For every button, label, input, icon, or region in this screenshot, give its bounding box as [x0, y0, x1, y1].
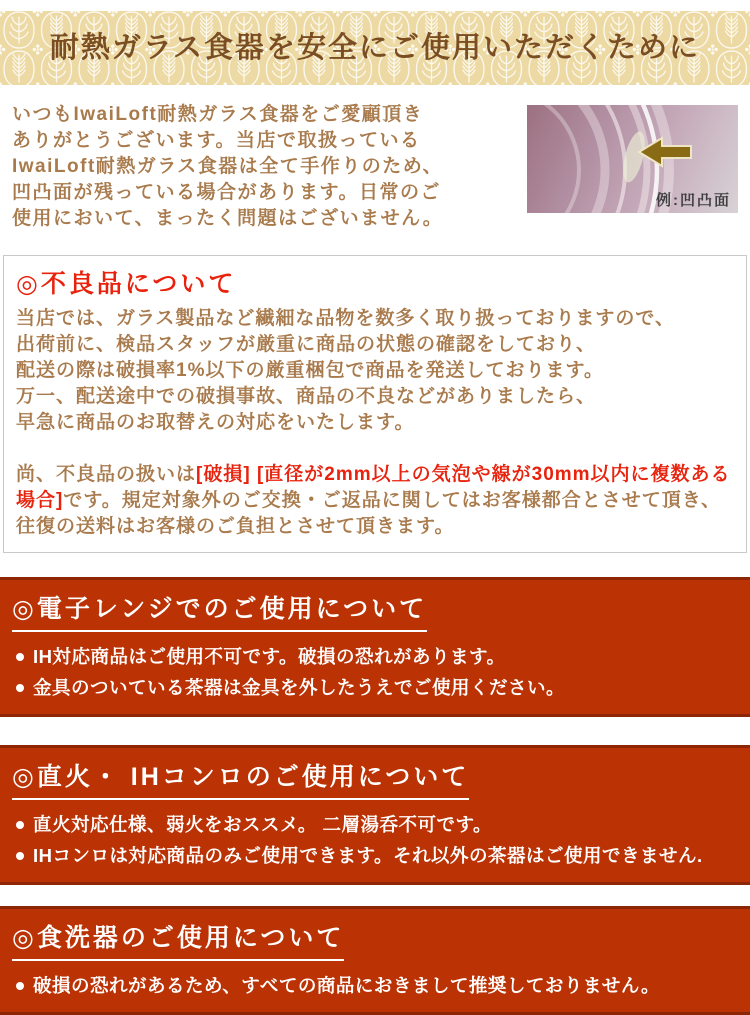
defect-text-brown: です。規定対象外のご交換・ご返品に関してはお客様都合とさせて頂き、往復の送料はお客様のご負担とさせて頂きます。	[16, 490, 722, 537]
intro-line: いつもIwaiLoft耐熱ガラス食器をご愛顧頂き	[12, 104, 424, 125]
defect-paragraph-1	[16, 306, 734, 436]
bullet-icon	[16, 684, 24, 692]
defect-line: 配送の際は破損率1%以下の厳重梱包で商品を発送しております。	[16, 360, 604, 381]
section-dishwasher	[0, 906, 750, 1015]
title-banner	[0, 11, 750, 85]
defect-heading: ◎不良品について	[16, 270, 237, 298]
list-item-text: 金具のついている茶器は金具を外したうえでご使用ください。	[33, 677, 566, 698]
list-item-text: IHコンロは対応商品のみご使用できます。それ以外の茶器はご使用できません.	[33, 845, 703, 866]
defect-text-brown: 尚、不良品の扱いは	[16, 464, 197, 485]
intro-line: 使用において、まったく問題はございません。	[12, 208, 444, 229]
bullet-icon	[16, 852, 24, 860]
defect-text-red: [破損] [直径が2mm以上の気泡や線が30mm以内に複数ある場合]	[16, 464, 731, 511]
intro-section	[0, 85, 750, 232]
intro-line: IwaiLoft耐熱ガラス食器は全て手作りのため、	[12, 156, 443, 177]
uneven-surface-photo	[527, 105, 738, 213]
intro-line: 凹凸面が残っている場合があります。日常のご	[12, 182, 441, 203]
list-item	[16, 809, 738, 840]
section-dishwasher-heading: ◎食洗器のご使用について	[12, 918, 344, 961]
page-title: 耐熱ガラス食器を安全にご使用いただくために	[49, 32, 701, 64]
list-item	[16, 840, 738, 871]
list-item	[16, 641, 738, 672]
section-microwave	[0, 577, 750, 717]
list-item-text: 直火対応仕様、弱火をおススメ。 二層湯呑不可です。	[33, 814, 493, 835]
defect-paragraph-2	[16, 462, 734, 540]
photo-caption: 例:凹凸面	[656, 192, 731, 209]
section-direct-fire-ih	[0, 745, 750, 885]
defect-line: 出荷前に、検品スタッフが厳重に商品の状態の確認をしており、	[16, 334, 597, 355]
bullet-icon	[16, 653, 24, 661]
bullet-icon	[16, 982, 24, 990]
bullet-icon	[16, 821, 24, 829]
list-item	[16, 672, 738, 703]
defect-info-box	[3, 255, 747, 553]
section-microwave-heading: ◎電子レンジでのご使用について	[12, 589, 427, 632]
section-dishwasher-list	[12, 970, 738, 1001]
intro-line: ありがとうございます。当店で取扱っている	[12, 130, 421, 151]
defect-line: 万一、配送途中での破損事故、商品の不良などがありましたら、	[16, 386, 597, 407]
list-item	[16, 970, 738, 1001]
section-direct-fire-ih-heading: ◎直火・ IHコンロのご使用について	[12, 757, 469, 800]
list-item-text: IH対応商品はご使用不可です。破損の恐れがあります。	[33, 646, 506, 667]
intro-paragraph	[12, 102, 515, 232]
list-item-text: 破損の恐れがあるため、すべての商品におきまして推奨しておりません。	[33, 975, 661, 996]
defect-line: 当店では、ガラス製品など繊細な品物を数多く取り扱っておりますので、	[16, 308, 676, 329]
section-microwave-list	[12, 641, 738, 703]
defect-line: 早急に商品のお取替えの対応をいたします。	[16, 412, 415, 433]
section-direct-fire-ih-list	[12, 809, 738, 871]
